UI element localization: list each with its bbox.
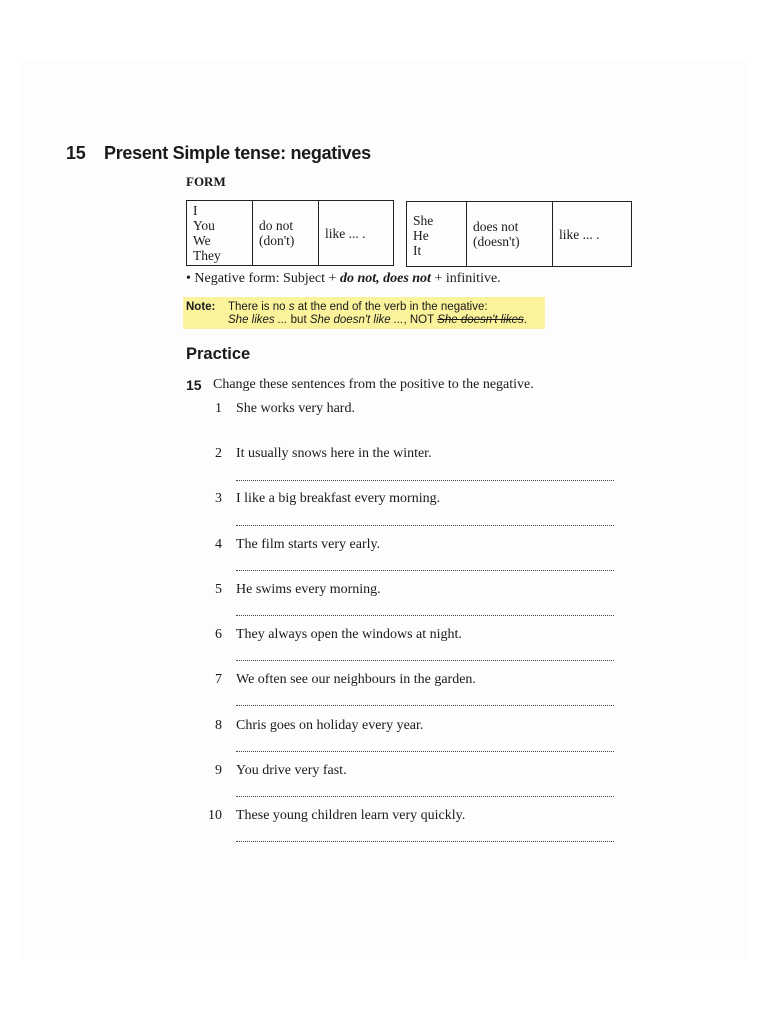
- auxiliary-short: (doesn't): [473, 234, 520, 249]
- pronoun: I: [193, 203, 198, 218]
- note-line-1: [228, 300, 488, 314]
- item-number: 9: [215, 763, 222, 778]
- item-sentence: Chris goes on holiday every year.: [236, 718, 424, 733]
- exercise-number: 15: [186, 377, 202, 393]
- answer-line[interactable]: [236, 615, 614, 616]
- auxiliary-cell: [253, 201, 319, 266]
- item-number: 4: [215, 537, 222, 552]
- pronoun: They: [193, 248, 221, 263]
- note-text: , NOT: [403, 314, 434, 326]
- answer-line[interactable]: [236, 570, 614, 571]
- item-sentence: She works very hard.: [236, 401, 355, 416]
- unit-title: Present Simple tense: negatives: [104, 143, 371, 163]
- item-sentence: They always open the windows at night.: [236, 627, 462, 642]
- answer-line[interactable]: [236, 751, 614, 752]
- verb-cell: like ... .: [553, 202, 632, 267]
- note-example: She doesn't like ...: [309, 314, 404, 326]
- item-sentence: The film starts very early.: [236, 537, 381, 552]
- item-number: 7: [215, 672, 222, 687]
- note-text: but: [290, 314, 307, 326]
- item-number: 6: [215, 627, 222, 642]
- item-sentence: It usually snows here in the winter.: [236, 446, 432, 461]
- note-line-2: [228, 313, 527, 327]
- auxiliary: does not: [473, 219, 519, 234]
- form-label: FORM: [186, 174, 226, 189]
- item-sentence: We often see our neighbours in the garden.: [236, 672, 476, 687]
- note-struck-example: She doesn't likes: [437, 314, 524, 326]
- practice-heading: Practice: [186, 345, 251, 363]
- verb-cell: like ... .: [319, 201, 394, 266]
- item-number: 1: [215, 401, 222, 416]
- unit-number: 15: [66, 143, 86, 163]
- answer-line[interactable]: [236, 796, 614, 797]
- item-number: 2: [215, 446, 222, 461]
- answer-line[interactable]: [236, 525, 614, 526]
- auxiliary: do not: [259, 218, 294, 233]
- pronoun: We: [193, 233, 211, 248]
- note-label: Note:: [186, 301, 216, 313]
- negative-form-rule: [186, 271, 501, 287]
- answer-line[interactable]: [236, 660, 614, 661]
- item-number: 3: [215, 491, 222, 506]
- item-number: 5: [215, 582, 222, 597]
- rule-prefix: Negative form: Subject +: [194, 271, 337, 286]
- answer-line[interactable]: [236, 705, 614, 706]
- auxiliary-cell: [467, 202, 553, 267]
- worksheet-page: [20, 60, 748, 960]
- item-number: 10: [208, 808, 222, 823]
- note-example: She likes ...: [228, 314, 288, 326]
- item-sentence: He swims every morning.: [236, 582, 381, 597]
- auxiliary-short: (don't): [259, 233, 295, 248]
- pronoun: He: [413, 227, 429, 243]
- form-table-does-not: [406, 201, 632, 267]
- note-text: There is no: [228, 301, 286, 313]
- item-sentence: These young children learn very quickly.: [236, 808, 466, 823]
- note-text: .: [523, 314, 527, 326]
- rule-suffix: + infinitive.: [434, 271, 501, 286]
- pronoun: She: [413, 212, 434, 228]
- item-sentence: You drive very fast.: [236, 763, 347, 778]
- item-sentence: I like a big breakfast every morning.: [236, 491, 441, 506]
- exercise-instruction: Change these sentences from the positive to the negative.: [213, 377, 534, 392]
- rule-bold: do not, does not: [339, 271, 431, 286]
- pronoun-cell: [187, 201, 253, 266]
- bullet: •: [186, 271, 191, 286]
- answer-line[interactable]: [236, 841, 614, 842]
- answer-line[interactable]: [236, 480, 614, 481]
- pronoun: You: [193, 218, 215, 233]
- pronoun: It: [413, 242, 422, 258]
- note-highlight: [183, 297, 545, 329]
- item-number: 8: [215, 718, 222, 733]
- form-table-do-not: [186, 200, 394, 266]
- pronoun-cell: [407, 202, 467, 267]
- note-s: s: [288, 301, 295, 313]
- note-text: at the end of the verb in the negative:: [297, 301, 488, 313]
